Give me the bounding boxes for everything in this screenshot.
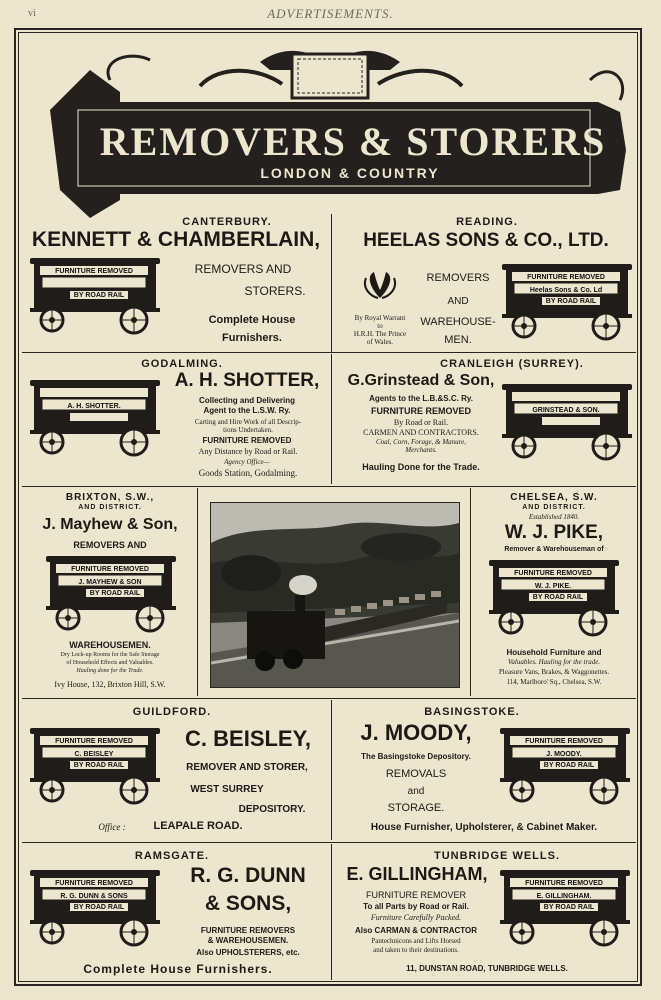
ad-line: MEN. <box>444 334 472 346</box>
ad-line: FURNITURE REMOVED <box>202 436 292 445</box>
ad-line: AND <box>447 296 469 307</box>
steam-train-image <box>211 503 459 687</box>
ad-line: & WAREHOUSEMEN. <box>207 936 289 945</box>
ad-town: TUNBRIDGE WELLS. <box>434 850 560 862</box>
ad-line: WEST SURREY <box>190 784 264 795</box>
ad-firm-name: J. Mayhew & Son, <box>42 516 178 533</box>
furniture-van-icon <box>500 870 630 950</box>
van-label: FURNITURE REMOVED <box>55 738 133 745</box>
ad-line: Collecting and Delivering <box>198 396 295 405</box>
van-name: E. GILLINGHAM. <box>536 893 592 900</box>
ad-line: STORAGE. <box>387 802 445 814</box>
ad-town: CANTERBURY. <box>182 216 272 228</box>
ad-firm-name: & SONS, <box>204 892 292 915</box>
ad-firm-name: J. MOODY, <box>360 720 472 745</box>
ad-mayhew <box>22 488 198 696</box>
furniture-van-icon <box>500 728 630 808</box>
ad-firm-name: R. G. DUNN <box>190 864 306 887</box>
ad-town: GODALMING. <box>141 358 223 370</box>
ad-line: Furniture Carefully Packed. <box>370 913 462 922</box>
van-label: FURNITURE REMOVED <box>514 570 592 577</box>
van-label: BY ROAD RAIL <box>532 594 584 601</box>
ad-line: Any Distance by Road or Rail. <box>198 447 298 456</box>
ad-line: REMOVERS AND <box>194 262 292 276</box>
banner-title: REMOVERS & STORERS <box>99 119 607 164</box>
ad-footer: Complete House Furnishers. <box>83 962 273 976</box>
prince-of-wales-feathers-icon <box>360 268 400 304</box>
ad-town: BASINGSTOKE. <box>424 706 520 718</box>
ad-firm-name: C. BEISLEY, <box>185 726 311 751</box>
van-name: A. H. SHOTTER. <box>67 403 121 410</box>
furniture-van-icon <box>46 556 176 636</box>
ad-heelas <box>332 214 636 352</box>
ad-line: CARMEN AND CONTRACTORS. <box>363 428 479 437</box>
ad-firm-name: HEELAS SONS & CO., LTD. <box>363 230 609 251</box>
page-number: vi <box>28 8 36 19</box>
ad-line: REMOVER AND STORER, <box>186 762 308 773</box>
ad-firm-name: E. GILLINGHAM, <box>346 864 488 884</box>
removers-banner <box>30 40 630 218</box>
van-label: BY ROAD RAIL <box>73 292 125 299</box>
warrant-text: of Wales. <box>366 338 394 346</box>
van-name: GRINSTEAD & SON. <box>532 407 600 414</box>
ad-line: REMOVERS AND <box>73 540 147 550</box>
ad-address: 11, DUNSTAN ROAD, TUNBRIDGE WELLS. <box>406 964 568 973</box>
ad-district: AND DISTRICT. <box>522 504 586 511</box>
van-name: W. J. PIKE. <box>534 583 572 590</box>
van-label: BY ROAD RAIL <box>89 590 141 597</box>
ad-line: Also CARMAN & CONTRACTOR <box>354 926 478 935</box>
ad-line: Coal, Corn, Forage, & Manure, <box>376 438 466 446</box>
ad-line: 114, Marlboro' Sq., Chelsea, S.W. <box>506 678 602 686</box>
van-label: FURNITURE REMOVED <box>527 274 605 281</box>
warrant-text: to <box>377 322 383 330</box>
ad-line: tions Undertaken. <box>223 426 273 434</box>
banner-subtitle: LONDON & COUNTRY <box>260 165 440 181</box>
ad-line: To all Parts by Road or Rail. <box>363 902 469 911</box>
ad-established: Established 1840. <box>528 513 580 521</box>
ad-line: DEPOSITORY. <box>238 804 306 815</box>
ad-firm-name: KENNETT & CHAMBERLAIN, <box>31 228 321 251</box>
warrant-text: H.R.H. The Prince <box>353 330 407 338</box>
van-label: FURNITURE REMOVED <box>55 268 133 275</box>
ad-grinstead <box>332 354 636 484</box>
railway-photograph <box>210 502 460 688</box>
furniture-van-icon <box>30 380 160 460</box>
van-name: Heelas Sons & Co. Ld <box>529 287 603 294</box>
ad-town: GUILDFORD. <box>132 706 212 718</box>
ad-line: of Household Effects and Valuables. <box>66 660 154 666</box>
ad-line: Remover & Warehouseman of <box>504 546 604 553</box>
ad-footer: Complete House <box>208 314 296 326</box>
furniture-van-icon <box>489 560 619 640</box>
ad-line: Ivy House, 132, Brixton Hill, S.W. <box>54 680 166 689</box>
ad-line: Also UPHOLSTERERS, etc. <box>196 948 300 957</box>
ad-town: CRANLEIGH (SURREY). <box>440 358 584 370</box>
van-label: BY ROAD RAIL <box>543 762 595 769</box>
ad-line: Dry Lock-up Rooms for the Safe Storage <box>60 652 160 658</box>
van-label: BY ROAD RAIL <box>543 904 595 911</box>
furniture-van-icon <box>502 384 632 464</box>
ad-line: Hauling done for the Trade. <box>76 668 144 674</box>
ad-firm-name: W. J. PIKE, <box>504 522 604 543</box>
ad-town: READING. <box>456 216 518 228</box>
divider <box>22 486 636 487</box>
ad-line: FURNITURE REMOVERS <box>200 926 296 935</box>
ad-line: House Furnisher, Upholsterer, & Cabinet Maker. <box>370 822 598 833</box>
furniture-van-icon <box>30 258 160 338</box>
ad-kennett-chamberlain <box>22 214 332 352</box>
ad-line: STORERS. <box>244 284 306 298</box>
divider <box>22 842 636 843</box>
van-name: R. G. DUNN & SONS <box>60 893 128 900</box>
van-label: BY ROAD RAIL <box>545 298 597 305</box>
ad-line: Agency Office— <box>224 458 270 466</box>
ad-line: Agents to the L.B.&S.C. Ry. <box>369 394 473 403</box>
ad-line: The Basingstoke Depository. <box>361 752 471 761</box>
van-label: FURNITURE REMOVED <box>525 880 603 887</box>
ad-line: Pantechnicons and Lifts Horsed <box>371 937 461 945</box>
ad-line: Carting and Hire Work of all Descrip- <box>194 418 302 426</box>
van-label: BY ROAD RAIL <box>73 762 125 769</box>
ad-line: and taken to their destinations. <box>373 946 459 954</box>
ad-line: Goods Station, Godalming. <box>198 468 298 478</box>
warrant-text: By Royal Warrant <box>354 314 406 322</box>
ad-firm-name: G.Grinstead & Son, <box>347 372 495 389</box>
ad-line: and <box>407 786 425 797</box>
van-name: C. BEISLEY <box>74 751 114 758</box>
divider <box>22 698 636 699</box>
ad-line: Merchants. <box>405 446 437 454</box>
ad-line: Household Furniture and <box>506 648 602 657</box>
ad-office-label: Office : <box>98 822 126 832</box>
ad-dunn <box>22 844 332 980</box>
ad-line: REMOVERS <box>426 272 490 284</box>
ad-line: WAREHOUSEMEN. <box>69 640 151 650</box>
ad-line: FURNITURE REMOVED <box>370 406 471 416</box>
van-name: J. MOODY. <box>546 751 582 758</box>
ad-line: Hauling Done for the Trade. <box>362 462 480 472</box>
ad-town: BRIXTON, S.W., <box>65 492 155 503</box>
ad-beisley <box>22 700 332 840</box>
ad-district: AND DISTRICT. <box>78 504 142 511</box>
ad-line: REMOVALS <box>385 768 447 780</box>
van-label: FURNITURE REMOVED <box>55 880 133 887</box>
van-label: BY ROAD RAIL <box>73 904 125 911</box>
ad-office: LEAPALE ROAD. <box>153 820 243 832</box>
ad-town: CHELSEA, S.W. <box>510 492 598 503</box>
ad-line: Agent to the L.S.W. Ry. <box>203 406 291 415</box>
ad-line: WAREHOUSE- <box>420 316 496 328</box>
furniture-van-icon <box>502 264 632 344</box>
van-name: J. MAYHEW & SON <box>78 579 142 586</box>
ad-pike <box>470 488 636 696</box>
ad-town: RAMSGATE. <box>134 850 210 862</box>
furniture-van-icon <box>30 870 160 950</box>
running-head: ADVERTISEMENTS. <box>267 6 394 21</box>
furniture-van-icon <box>30 728 160 808</box>
ad-line: Valuables. Hauling for the trade. <box>507 658 601 666</box>
ad-gillingham <box>332 844 636 980</box>
ad-firm-name: A. H. SHOTTER, <box>174 370 320 391</box>
ad-moody <box>332 700 636 840</box>
ad-line: FURNITURE REMOVER <box>365 890 466 900</box>
ad-footer: Furnishers. <box>222 332 282 344</box>
divider <box>22 352 636 353</box>
ad-line: Pleasure Vans, Brakes, & Waggonettes. <box>498 668 610 676</box>
ad-line: By Road or Rail. <box>393 418 449 427</box>
van-label: FURNITURE REMOVED <box>525 738 603 745</box>
ad-shotter <box>22 354 332 484</box>
van-label: FURNITURE REMOVED <box>71 566 149 573</box>
